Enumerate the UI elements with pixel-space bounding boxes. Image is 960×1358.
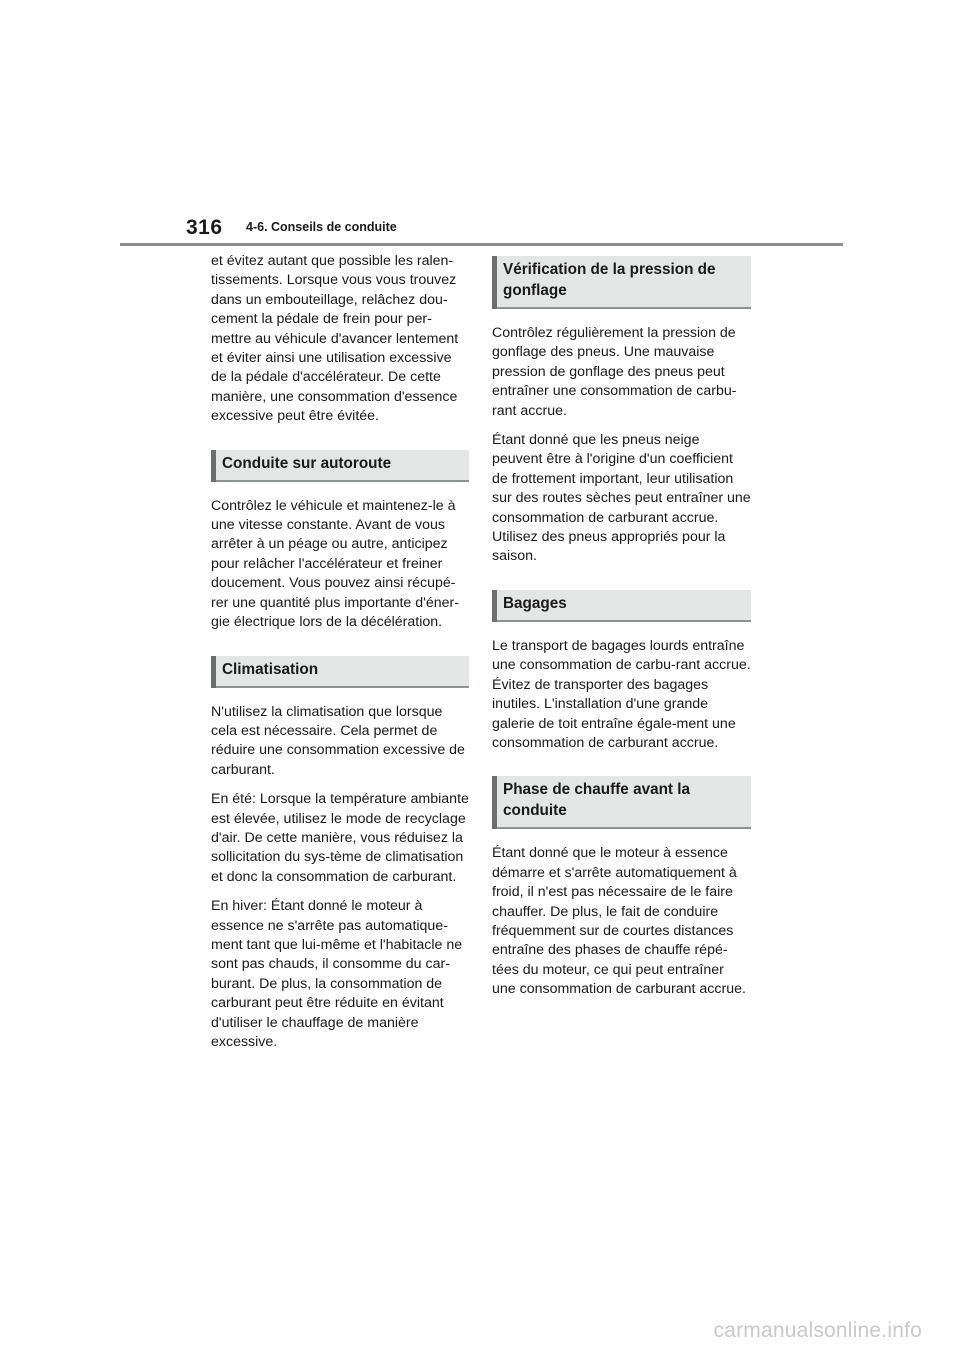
left-column [211,252,469,1062]
tire-paragraph-1: Contrôlez régulièrement la pression de gonflage des pneus. Une mauvaise pression de gonflage des pneus peut entraîner une consommation de carbu-rant accrue. [492,325,737,419]
heading-highway: Conduite sur autoroute [211,450,469,482]
right-column [492,256,751,1010]
luggage-paragraph: Le transport de bagages lourds entraîne une consommation de carbu-rant accrue. Évitez de transporter des bagages inutiles. L'installation d'une grande galerie de toit entraîne égale-ment une consommation de carburant accrue. [492,637,751,751]
watermark-text: carmanualsonline.info [713,1319,922,1342]
page-number: 316 [186,216,223,239]
heading-luggage: Bagages [492,590,751,622]
intro-paragraph: et évitez autant que possible les ralen-tissements. Lorsque vous vous trouvez dans un embouteillage, relâchez dou-cement la pédale de frein pour per-mettre au véhicule d'avancer lentement et éviter ainsi une utilisation excessive de la pédale d'accélérateur. De cette manière, une consommation d'essence excessive peut être évitée. [211,253,459,425]
heading-climatisation: Climatisation [211,656,469,688]
header-divider [120,243,843,246]
ac-paragraph-2: En été: Lorsque la température ambiante est élevée, utilisez le mode de recyclage d'air. De cette manière, vous réduisez la sollicitation du sys-tème de climatisation et donc la consommation de carburant. [211,791,469,885]
ac-paragraph-3: En hiver: Étant donné le moteur à essence ne s'arrête pas automatique-ment tant que lui-même et l'habitacle ne sont pas chauds, il consomme du car-burant. De plus, la consommation de carburant peut être réduite en évitant d'utiliser le chauffage de manière excessive. [211,898,463,1050]
ac-paragraph-1: N'utilisez la climatisation que lorsque cela est nécessaire. Cela permet de réduire une consommation excessive de carburant. [211,703,465,778]
heading-tire-pressure: Vérification de la pression de gonflage [492,256,751,309]
tire-paragraph-2: Étant donné que les pneus neige peuvent être à l'origine d'un coefficient de frottement important, leur utilisation sur des routes sèches peut entraîner une consommation de carburant accrue. Utilisez des pneus appropriés pour la saison. [492,432,751,565]
section-title: 4-6. Conseils de conduite [246,220,397,234]
warmup-paragraph: Étant donné que le moteur à essence démarre et s'arrête automatiquement à froid, il n'est pas nécessaire de le faire chauffer. De plus, le fait de conduire fréquemment sur de courtes distances entraîne des phases de chauffe répé-tées du moteur, ce qui peut entraîner une consommation de carburant accrue. [492,845,746,998]
heading-warmup: Phase de chauffe avant la conduite [492,776,751,829]
highway-paragraph: Contrôlez le véhicule et maintenez-le à une vitesse constante. Avant de vous arrêter à un péage ou autre, anticipez pour relâcher l'accélérateur et freiner doucement. Vous pouvez ainsi récupé-rer une quantité plus importante d'éner-gie électrique lors de la décélération. [211,497,459,631]
